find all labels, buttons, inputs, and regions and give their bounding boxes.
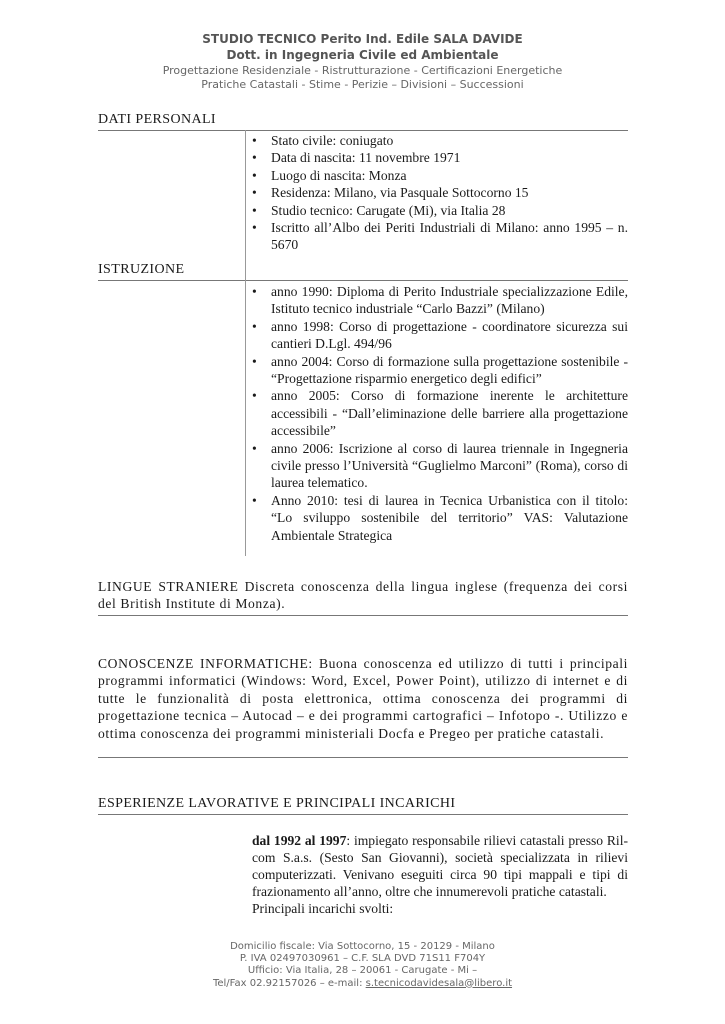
list-item: • Studio tecnico: Carugate (Mi), via Italia 28 [252,202,628,219]
letterhead-line-3: Progettazione Residenziale - Ristrutturazione - Certificazioni Energetiche [162,64,563,77]
section-rule [98,757,628,758]
list-item: • Iscritto all’Albo dei Periti Industriali di Milano: anno 1995 – n. 5670 [252,219,628,254]
experience-entry [252,832,628,917]
footer-fiscal-address: Domicilio fiscale: Via Sottocorno, 15 - 20129 - Milano [230,941,495,952]
letterhead-footer [0,941,725,990]
experience-description: : impiegato responsabile rilievi catastali presso Ril-com S.a.s. (Sesto San Giovanni), società specializzata in rilievi computerizzati. Venivano eseguiti circa 90 tipi mappali e tipi di frazionamento all’anno, oltre che innumerevoli pratiche catastali. [252,833,629,899]
footer-phone: Tel/Fax 02.92157026 – e-mail: [212,977,366,989]
list-item: • anno 2006: Iscrizione al corso di laurea triennale in Ingegneria civile presso l’Università “Guglielmo Marconi” (Roma), corso di laurea telematico. [252,440,628,492]
section-title-dati-personali: DATI PERSONALI [98,112,216,127]
list-item: • anno 1990: Diploma di Perito Industriale specializzazione Edile, Istituto tecnico industriale “Carlo Bazzi” (Milano) [252,283,628,318]
footer-tax-ids: P. IVA 02497030961 – C.F. SLA DVD 71S11 F704Y [239,953,486,965]
section-rule [98,615,628,616]
section-rule [98,814,628,815]
column-divider [245,130,246,280]
footer-contacts [0,978,725,990]
principal-assignments-label: Principali incarichi svolti: [252,901,394,916]
experience-period: dal 1992 al 1997 [252,833,347,848]
letterhead-title [0,31,725,63]
letterhead-line-1: STUDIO TECNICO Perito Ind. Edile SALA DAVIDE [202,32,523,46]
section-rule [98,280,628,281]
column-divider [245,280,246,556]
list-item: • anno 1998: Corso di progettazione - coordinatore sicurezza sui cantieri D.Lgl. 494/96 [252,318,628,353]
list-item: • Data di nascita: 11 novembre 1971 [252,149,628,166]
list-item: • Residenza: Milano, via Pasquale Sottocorno 15 [252,184,628,201]
email-link[interactable]: s.tecnicodavidesala@libero.it [365,977,513,989]
list-item: • anno 2005: Corso di formazione inerente le architetture accessibili - “Dall’eliminazione delle barriere alla progettazione accessibile” [252,387,628,439]
list-item: • Anno 2010: tesi di laurea in Tecnica Urbanistica con il titolo: “Lo sviluppo sostenibile del territorio” VAS: Valutazione Ambientale Strategica [252,492,628,544]
list-item: • anno 2004: Corso di formazione sulla progettazione sostenibile - “Progettazione risparmio energetico degli edifici” [252,353,628,388]
letterhead-line-2: Dott. in Ingegneria Civile ed Ambientale [226,48,499,62]
letterhead-services [0,64,725,92]
list-item: • Stato civile: coniugato [252,132,628,149]
section-title-istruzione: ISTRUZIONE [98,262,185,277]
section-title-esperienze: ESPERIENZE LAVORATIVE E PRINCIPALI INCARICHI [98,796,456,811]
conoscenze-informatiche-paragraph: CONOSCENZE INFORMATICHE: Buona conoscenza ed utilizzo di tutti i principali programmi informatici (Windows: Word, Excel, Power Point), utilizzo di internet e di tutte le funzionalità di posta elettronica, ottima conoscenza dei programmi di progettazione tecnica – Autocad – e dei programmi cartografici – Infotopo -. Utilizzo e ottima conoscenza dei programmi ministeriali Docfa e Pregeo per pratiche catastali. [98,656,628,741]
dati-personali-list [252,132,628,254]
section-rule [98,130,628,131]
list-item: • Luogo di nascita: Monza [252,167,628,184]
istruzione-list [252,283,628,544]
letterhead-line-4: Pratiche Catastali - Stime - Perizie – Divisioni – Successioni [201,78,524,91]
footer-office-address: Ufficio: Via Italia, 28 – 20061 - Carugate - Mi – [247,965,478,977]
lingue-straniere-paragraph: LINGUE STRANIERE Discreta conoscenza della lingua inglese (frequenza dei corsi del British Institute di Monza). [98,579,628,612]
